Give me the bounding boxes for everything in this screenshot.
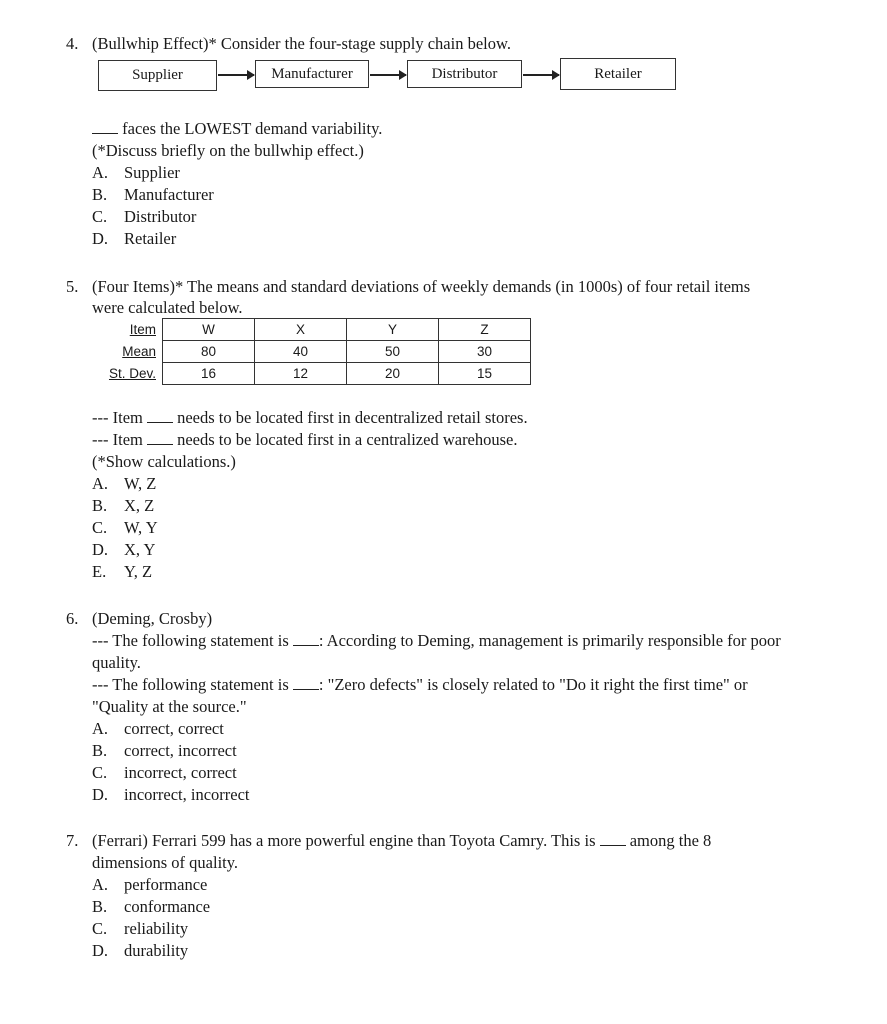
q6-statement2: --- The following statement is : "Zero defects" is closely related to "Do it right the first time" or <box>92 675 748 694</box>
chain-box-manufacturer: Manufacturer <box>255 60 369 88</box>
option-item: A. correct, correct <box>92 719 224 738</box>
option-item: D. X, Y <box>92 540 156 559</box>
option-item: B. correct, incorrect <box>92 741 237 760</box>
arrow-icon <box>523 74 559 76</box>
q5-line1: --- Item needs to be located first in decentralized retail stores. <box>92 408 528 427</box>
answer-blank <box>293 675 319 690</box>
demand-table <box>82 318 531 385</box>
table-row <box>82 341 531 363</box>
q4-line1-text: faces the LOWEST demand variability. <box>122 119 383 138</box>
q5-line2: --- Item needs to be located first in a centralized warehouse. <box>92 430 518 449</box>
q4-number: 4. <box>66 34 79 53</box>
q6-statement2-cont: "Quality at the source." <box>92 697 247 716</box>
table-cell: 12 <box>255 363 347 385</box>
table-cell: X <box>255 319 347 341</box>
table-cell: 16 <box>163 363 255 385</box>
arrow-icon <box>218 74 254 76</box>
option-item: C. reliability <box>92 919 189 938</box>
q7-stem-line1: (Ferrari) Ferrari 599 has a more powerful engine than Toyota Camry. This is among the 8 <box>92 831 712 850</box>
table-cell: Y <box>347 319 439 341</box>
row-label: Item <box>129 322 156 337</box>
row-label: St. Dev. <box>108 366 156 381</box>
option-item: E. Y, Z <box>92 562 153 581</box>
q7-stem-line2: dimensions of quality. <box>92 853 239 872</box>
q6-number: 6. <box>66 609 79 628</box>
row-label: Mean <box>122 344 156 359</box>
option-item: B. Manufacturer <box>92 185 214 204</box>
table-cell: 40 <box>255 341 347 363</box>
chain-box-supplier: Supplier <box>98 60 217 91</box>
option-item: B. X, Z <box>92 496 155 515</box>
option-item: D. Retailer <box>92 229 177 248</box>
q7-number: 7. <box>66 831 79 850</box>
option-item: A. W, Z <box>92 474 157 493</box>
arrow-icon <box>370 74 406 76</box>
option-item: C. incorrect, correct <box>92 763 237 782</box>
table-cell: 80 <box>163 341 255 363</box>
table-cell: Z <box>439 319 531 341</box>
answer-blank <box>147 408 173 423</box>
q5-stem-line2: were calculated below. <box>92 298 243 317</box>
q6-stem: (Deming, Crosby) <box>92 609 213 628</box>
table-cell: 15 <box>439 363 531 385</box>
table-row <box>82 363 531 385</box>
table-cell: 20 <box>347 363 439 385</box>
q6-statement1: --- The following statement is : According to Deming, management is primarily responsible for poor <box>92 631 781 650</box>
q5-stem-line1: (Four Items)* The means and standard deviations of weekly demands (in 1000s) of four retail items <box>92 277 751 296</box>
answer-blank <box>92 119 118 134</box>
q4-stem: (Bullwhip Effect)* Consider the four-stage supply chain below. <box>92 34 511 53</box>
chain-box-retailer: Retailer <box>560 58 676 90</box>
q6-statement1-cont: quality. <box>92 653 141 672</box>
option-item: D. durability <box>92 941 189 960</box>
option-item: B. conformance <box>92 897 211 916</box>
answer-blank <box>293 631 319 646</box>
table-row <box>82 319 531 341</box>
q5-number: 5. <box>66 277 79 296</box>
option-item: C. Distributor <box>92 207 197 226</box>
q4-line1 <box>92 118 382 140</box>
answer-blank <box>147 430 173 445</box>
chain-box-distributor: Distributor <box>407 60 522 88</box>
table-cell: 30 <box>439 341 531 363</box>
option-item: A. Supplier <box>92 163 180 182</box>
table-cell: W <box>163 319 255 341</box>
option-item: A. performance <box>92 875 208 894</box>
option-item: D. incorrect, incorrect <box>92 785 250 804</box>
table-cell: 50 <box>347 341 439 363</box>
option-item: C. W, Y <box>92 518 158 537</box>
answer-blank <box>600 831 626 846</box>
q4-line2: (*Discuss briefly on the bullwhip effect.) <box>92 141 364 160</box>
q5-line3: (*Show calculations.) <box>92 452 236 471</box>
